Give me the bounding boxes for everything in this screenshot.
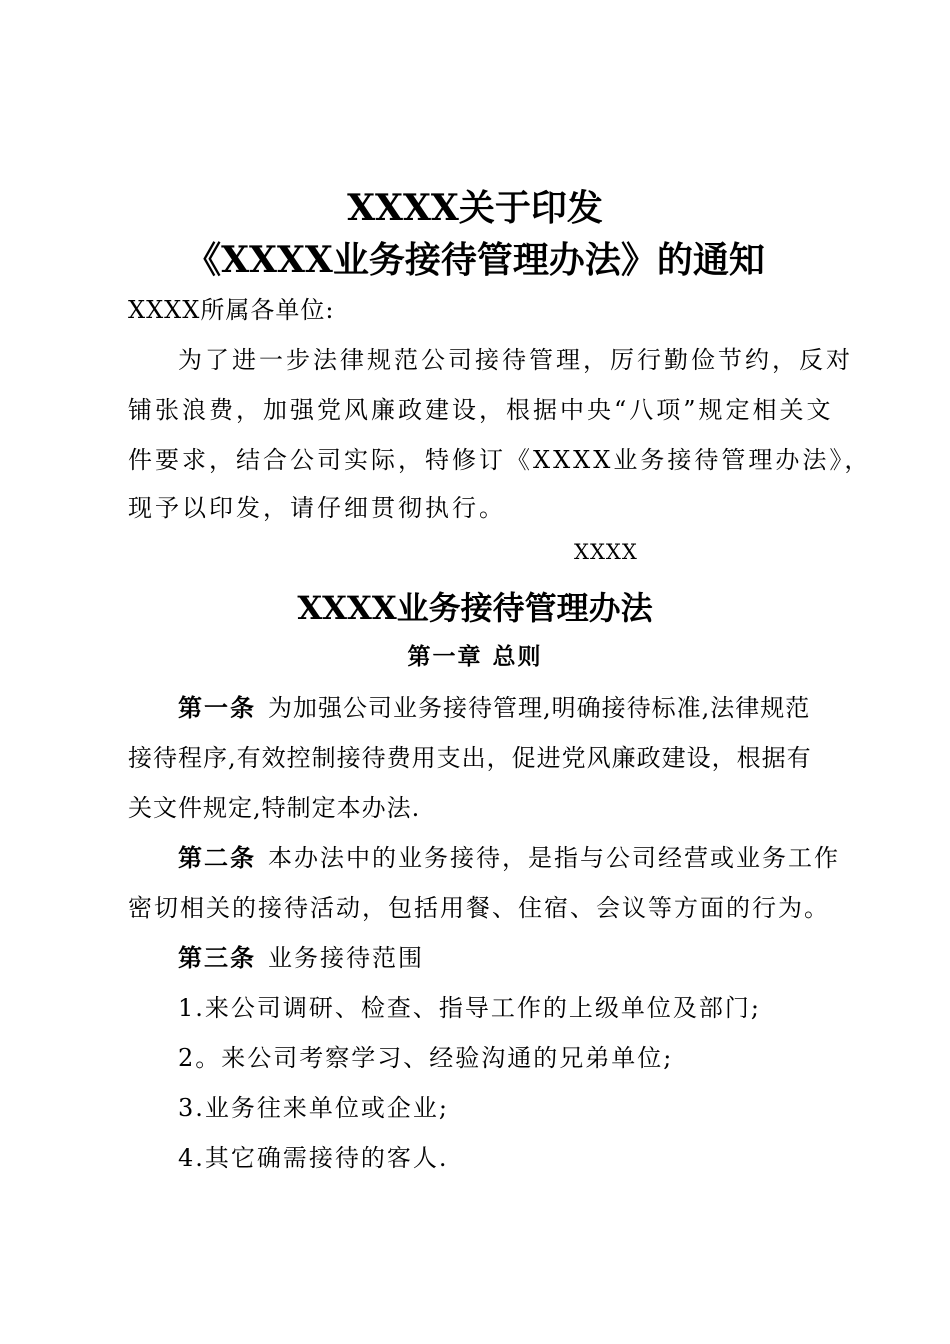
- article-1-label: 第一条: [178, 693, 256, 722]
- notice-salutation: XXXX所属各单位:: [128, 296, 335, 324]
- notice-title-line2: 《XXXX业务接待管理办法》的通知: [185, 239, 765, 281]
- scope-item: 2。来公司考察学习、经验沟通的兄弟单位;: [178, 1044, 674, 1072]
- article-1-line: 接待程序,有效控制接待费用支出，促进党风廉政建设，根据有: [128, 744, 812, 772]
- notice-body-line: 为了进一步法律规范公司接待管理，厉行勤俭节约，反对: [178, 346, 853, 374]
- notice-title-line1: XXXX关于印发: [347, 187, 603, 229]
- article-3-label: 第三条: [178, 943, 256, 972]
- scope-item: 4.其它确需接待的客人.: [178, 1144, 449, 1172]
- scope-item: 3.业务往来单位或企业;: [178, 1094, 449, 1122]
- article-1-text: 为加强公司业务接待管理,明确接待标准,法律规范: [268, 694, 811, 722]
- notice-body-line: 铺张浪费，加强党风廉政建设，根据中央“八项”规定相关文: [128, 396, 834, 424]
- notice-signer: XXXX: [574, 540, 638, 564]
- notice-body-line: 件要求，结合公司实际，特修订《XXXX业务接待管理办法》，: [128, 446, 872, 474]
- article-2-text: 本办法中的业务接待，是指与公司经营或业务工作: [268, 844, 840, 872]
- article-3-text: 业务接待范围: [268, 944, 424, 972]
- regulation-title: XXXX业务接待管理办法: [297, 589, 653, 627]
- article-3-line: [178, 938, 424, 973]
- notice-body-line: 现予以印发，请仔细贯彻执行。: [128, 494, 506, 522]
- chapter-heading: 第一章 总则: [407, 643, 543, 670]
- article-1-line: [178, 688, 810, 723]
- article-1-line: 关文件规定,特制定本办法.: [128, 794, 421, 822]
- article-2-line: 密切相关的接待活动，包括用餐、住宿、会议等方面的行为。: [128, 894, 830, 922]
- article-2-line: [178, 838, 840, 873]
- scope-item: 1.来公司调研、检查、指导工作的上级单位及部门;: [178, 994, 761, 1022]
- article-2-label: 第二条: [178, 843, 256, 872]
